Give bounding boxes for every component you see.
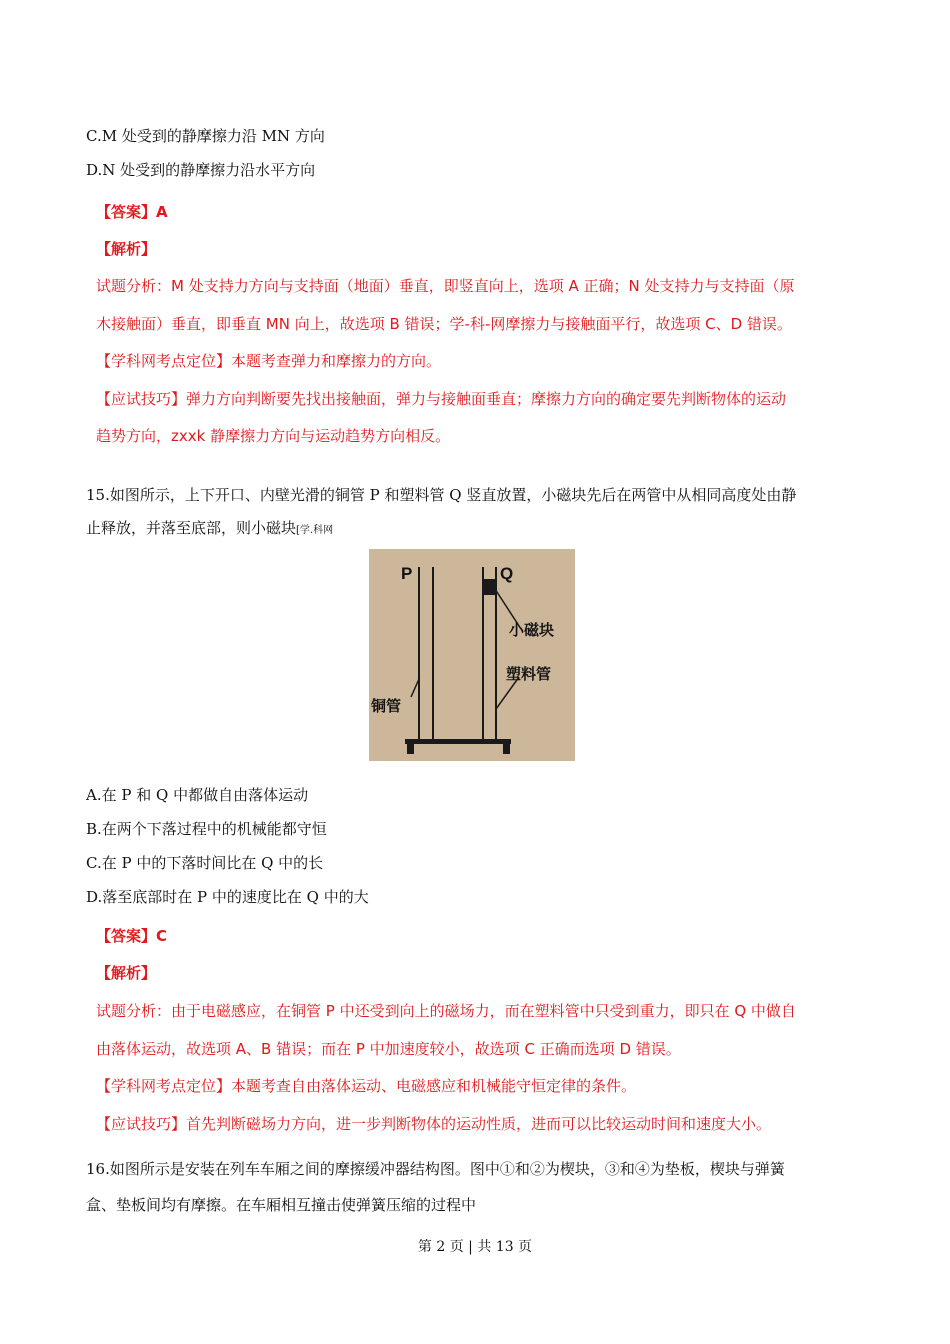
label-q: Q (500, 564, 514, 583)
q14-analysis-title: 【解析】 (96, 240, 157, 258)
q14-analysis-line1: 试题分析：M 处支持力方向与支持面（地面）垂直，即竖直向上，选项 A 正确；N 处支持力与支持面（原 (96, 277, 795, 295)
q15-stem-suffix: [学.科网 (296, 525, 334, 536)
q15-analysis-line1: 试题分析：由于电磁感应，在铜管 P 中还受到向上的磁场力，而在塑料管中只受到重力，即只在 Q 中做自 (96, 1002, 796, 1020)
stand-base (405, 739, 511, 744)
q15-analysis-title: 【解析】 (96, 964, 157, 982)
q14-option-c: C.M 处受到的静摩擦力沿 MN 方向 (86, 127, 325, 145)
q14-answer: 【答案】A (96, 203, 168, 221)
q14-tip-line1: 【应试技巧】弹力方向判断要先找出接触面，弹力与接触面垂直；摩擦力方向的确定要先判断物体的运动 (96, 390, 787, 408)
q15-answer: 【答案】C (96, 927, 168, 945)
q14-tip-line2: 趋势方向，zxxk 静摩擦力方向与运动趋势方向相反。 (96, 427, 451, 445)
q15-tip: 【应试技巧】首先判断磁场力方向，进一步判断物体的运动性质，进而可以比较运动时间和速度大小。 (96, 1115, 772, 1133)
q16-stem-line2: 盒、垫板间均有摩擦。在车厢相互撞击使弹簧压缩的过程中 (86, 1196, 477, 1214)
q15-stem-text: 止释放，并落至底部，则小磁块 (86, 519, 297, 537)
q15-exam-point: 【学科网考点定位】本题考查自由落体运动、电磁感应和机械能守恒定律的条件。 (96, 1077, 637, 1095)
q15-stem-line2 (86, 518, 333, 541)
q16-stem-line1: 16.如图所示是安装在列车车厢之间的摩擦缓冲器结构图。图中①和②为楔块，③和④为垫板，楔块与弹簧 (86, 1160, 785, 1178)
q15-option-c: C.在 P 中的下落时间比在 Q 中的长 (86, 854, 324, 872)
q15-option-d: D.落至底部时在 P 中的速度比在 Q 中的大 (86, 888, 369, 906)
q14-option-d: D.N 处受到的静摩擦力沿水平方向 (86, 161, 316, 179)
tube-figure (369, 549, 575, 761)
label-copper: 铜管 (371, 697, 402, 715)
page-footer: 第 2 页 | 共 13 页 (417, 1239, 533, 1255)
label-magnet: 小磁块 (509, 621, 555, 639)
stand-leg-right (503, 744, 510, 754)
label-plastic: 塑料管 (506, 665, 552, 683)
q15-stem-line1: 15.如图所示，上下开口、内壁光滑的铜管 P 和塑料管 Q 竖直放置，小磁块先后在两管中从相同高度处由静 (86, 486, 797, 504)
q14-exam-point: 【学科网考点定位】本题考查弹力和摩擦力的方向。 (96, 352, 442, 370)
tube-diagram (369, 549, 575, 761)
q15-analysis-line2: 由落体运动，故选项 A、B 错误；而在 P 中加速度较小，故选项 C 正确而选项 D 错误。 (96, 1040, 681, 1058)
small-magnet (484, 579, 495, 595)
q15-option-b: B.在两个下落过程中的机械能都守恒 (86, 820, 327, 838)
q14-analysis-line2: 木接触面）垂直，即垂直 MN 向上，故选项 B 错误；学-科-网摩擦力与接触面平行，故选项 C、D 错误。 (96, 315, 792, 333)
label-p: P (401, 564, 413, 583)
copper-pointer (411, 679, 419, 697)
stand-leg-left (407, 744, 414, 754)
q15-option-a: A.在 P 和 Q 中都做自由落体运动 (86, 786, 309, 804)
